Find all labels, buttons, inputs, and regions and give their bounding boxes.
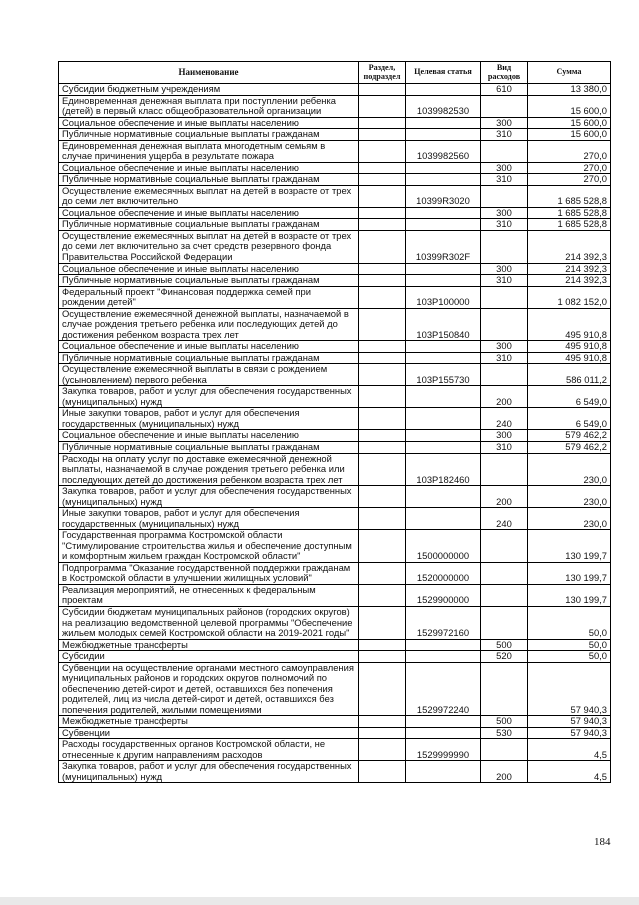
cell-name: Закупка товаров, работ и услуг для обеспечения государственных (муниципальных) нужд [59, 386, 359, 408]
cell-amount: 214 392,3 [528, 230, 611, 263]
table-header-row [59, 62, 611, 84]
cell-expense-type [481, 364, 528, 386]
cell-section [359, 739, 406, 761]
cell-expense-type [481, 562, 528, 584]
cell-expense-type: 240 [481, 408, 528, 430]
cell-name: Осуществление ежемесячной выплаты в связи с рождением (усыновлением) первого ребенка [59, 364, 359, 386]
table-body [59, 84, 611, 783]
cell-target: 103P182460 [406, 453, 481, 486]
cell-section [359, 275, 406, 287]
cell-name: Субсидии бюджетам муниципальных районов (городских округов) на реализацию ведомственной целевой программы "Обеспечение жильем молодых семей Костромской области на 2019-2021 годы" [59, 606, 359, 639]
cell-amount: 130 199,7 [528, 584, 611, 606]
cell-section [359, 185, 406, 207]
table-row [59, 275, 611, 287]
cell-name: Социальное обеспечение и иные выплаты населению [59, 263, 359, 275]
cell-expense-type [481, 308, 528, 341]
table-row [59, 129, 611, 141]
cell-target: 103P150840 [406, 308, 481, 341]
cell-section [359, 117, 406, 129]
cell-expense-type: 610 [481, 84, 528, 96]
cell-section [359, 174, 406, 186]
table-row [59, 508, 611, 530]
cell-target [406, 430, 481, 442]
table-row [59, 364, 611, 386]
cell-name: Социальное обеспечение и иные выплаты населению [59, 117, 359, 129]
cell-expense-type [481, 530, 528, 563]
cell-name: Межбюджетные трансферты [59, 716, 359, 728]
table-row [59, 562, 611, 584]
table-row [59, 207, 611, 219]
table-row [59, 95, 611, 117]
cell-target: 10399R302F [406, 230, 481, 263]
cell-expense-type: 310 [481, 174, 528, 186]
table-row [59, 606, 611, 639]
table-row [59, 84, 611, 96]
cell-section [359, 442, 406, 454]
cell-amount: 579 462,2 [528, 442, 611, 454]
cell-expense-type [481, 140, 528, 162]
cell-section [359, 761, 406, 783]
table-row [59, 716, 611, 728]
cell-section [359, 219, 406, 231]
cell-amount: 214 392,3 [528, 263, 611, 275]
cell-expense-type [481, 739, 528, 761]
table-row [59, 286, 611, 308]
cell-section [359, 364, 406, 386]
cell-target [406, 341, 481, 353]
cell-section [359, 129, 406, 141]
cell-name: Федеральный проект "Финансовая поддержка семей при рождении детей" [59, 286, 359, 308]
cell-target [406, 761, 481, 783]
cell-target [406, 84, 481, 96]
cell-amount: 1 685 528,8 [528, 207, 611, 219]
cell-amount: 15 600,0 [528, 95, 611, 117]
cell-target: 10399R3020 [406, 185, 481, 207]
cell-name: Социальное обеспечение и иные выплаты населению [59, 341, 359, 353]
cell-expense-type: 300 [481, 162, 528, 174]
cell-expense-type [481, 662, 528, 716]
cell-target [406, 486, 481, 508]
cell-expense-type [481, 95, 528, 117]
cell-amount: 230,0 [528, 453, 611, 486]
cell-section [359, 230, 406, 263]
cell-name: Государственная программа Костромской области "Стимулирование строительства жилья и обеспечение доступным и комфортным жильем граждан Костромской области" [59, 530, 359, 563]
table-row [59, 386, 611, 408]
cell-target: 1529900000 [406, 584, 481, 606]
cell-name: Расходы на оплату услуг по доставке ежемесячной денежной выплаты, назначаемой в случае рождения третьего ребенка или последующих детей до достижения ребенком возраста трех лет [59, 453, 359, 486]
cell-name: Иные закупки товаров, работ и услуг для обеспечения государственных (муниципальных) нужд [59, 408, 359, 430]
cell-name: Единовременная денежная выплата многодетным семьям в случае причинения ущерба в результате пожара [59, 140, 359, 162]
cell-target: 1529999990 [406, 739, 481, 761]
cell-name: Закупка товаров, работ и услуг для обеспечения государственных (муниципальных) нужд [59, 761, 359, 783]
table-row [59, 530, 611, 563]
cell-name: Социальное обеспечение и иные выплаты населению [59, 207, 359, 219]
cell-amount: 4,5 [528, 739, 611, 761]
cell-name: Единовременная денежная выплата при поступлении ребенка (детей) в первый класс общеобразовательной организации [59, 95, 359, 117]
cell-section [359, 486, 406, 508]
page-number: 184 [594, 836, 611, 848]
cell-amount: 57 940,3 [528, 662, 611, 716]
cell-name: Публичные нормативные социальные выплаты гражданам [59, 352, 359, 364]
cell-section [359, 408, 406, 430]
cell-target [406, 219, 481, 231]
table-row [59, 219, 611, 231]
cell-amount: 495 910,8 [528, 341, 611, 353]
cell-section [359, 308, 406, 341]
cell-amount: 50,0 [528, 651, 611, 663]
cell-amount: 130 199,7 [528, 562, 611, 584]
cell-amount: 4,5 [528, 761, 611, 783]
header-target: Целевая статья [406, 62, 481, 84]
cell-target [406, 129, 481, 141]
table-row [59, 430, 611, 442]
cell-expense-type: 200 [481, 761, 528, 783]
cell-section [359, 84, 406, 96]
cell-target [406, 174, 481, 186]
header-name: Наименование [59, 62, 359, 84]
cell-amount: 270,0 [528, 162, 611, 174]
table-row [59, 639, 611, 651]
cell-expense-type: 300 [481, 263, 528, 275]
cell-target: 1039982560 [406, 140, 481, 162]
cell-expense-type: 500 [481, 716, 528, 728]
cell-name: Осуществление ежемесячных выплат на детей в возрасте от трех до семи лет включительно за счет средств резервного фонда Правительства Российской Федерации [59, 230, 359, 263]
cell-target [406, 442, 481, 454]
cell-target [406, 408, 481, 430]
table-row [59, 352, 611, 364]
cell-section [359, 508, 406, 530]
cell-target [406, 727, 481, 739]
cell-target [406, 263, 481, 275]
cell-target [406, 162, 481, 174]
cell-expense-type [481, 584, 528, 606]
cell-amount: 230,0 [528, 508, 611, 530]
cell-expense-type: 300 [481, 430, 528, 442]
cell-name: Субсидии [59, 651, 359, 663]
cell-expense-type: 530 [481, 727, 528, 739]
cell-amount: 13 380,0 [528, 84, 611, 96]
cell-expense-type [481, 453, 528, 486]
cell-amount: 495 910,8 [528, 308, 611, 341]
cell-amount: 15 600,0 [528, 129, 611, 141]
cell-target: 1529972240 [406, 662, 481, 716]
cell-expense-type: 200 [481, 386, 528, 408]
table-row [59, 263, 611, 275]
cell-amount: 1 685 528,8 [528, 219, 611, 231]
table-row [59, 727, 611, 739]
cell-target [406, 117, 481, 129]
cell-amount: 270,0 [528, 140, 611, 162]
cell-amount: 50,0 [528, 639, 611, 651]
cell-expense-type: 310 [481, 275, 528, 287]
header-expense-type: Вид расходов [481, 62, 528, 84]
cell-expense-type: 300 [481, 207, 528, 219]
cell-target: 103P155730 [406, 364, 481, 386]
cell-amount: 270,0 [528, 174, 611, 186]
cell-amount: 495 910,8 [528, 352, 611, 364]
cell-name: Осуществление ежемесячных выплат на детей в возрасте от трех до семи лет включительно [59, 185, 359, 207]
cell-target: 1039982530 [406, 95, 481, 117]
table-row [59, 408, 611, 430]
cell-amount: 579 462,2 [528, 430, 611, 442]
cell-expense-type [481, 286, 528, 308]
cell-target [406, 207, 481, 219]
scan-bottom-edge [0, 897, 639, 905]
table-row [59, 453, 611, 486]
cell-amount: 57 940,3 [528, 716, 611, 728]
cell-name: Публичные нормативные социальные выплаты гражданам [59, 275, 359, 287]
table-row [59, 341, 611, 353]
cell-section [359, 727, 406, 739]
cell-amount: 57 940,3 [528, 727, 611, 739]
table-row [59, 162, 611, 174]
cell-expense-type [481, 185, 528, 207]
cell-amount: 6 549,0 [528, 408, 611, 430]
cell-name: Социальное обеспечение и иные выплаты населению [59, 430, 359, 442]
cell-name: Реализация мероприятий, не отнесенных к федеральным проектам [59, 584, 359, 606]
cell-amount: 6 549,0 [528, 386, 611, 408]
cell-section [359, 286, 406, 308]
table-row [59, 308, 611, 341]
cell-section [359, 584, 406, 606]
table-row [59, 486, 611, 508]
cell-section [359, 606, 406, 639]
table-row [59, 662, 611, 716]
cell-section [359, 651, 406, 663]
cell-target [406, 716, 481, 728]
cell-target: 1520000000 [406, 562, 481, 584]
cell-section [359, 352, 406, 364]
table-row [59, 140, 611, 162]
cell-expense-type: 520 [481, 651, 528, 663]
cell-expense-type: 310 [481, 352, 528, 364]
cell-section [359, 639, 406, 651]
cell-target [406, 651, 481, 663]
cell-name: Социальное обеспечение и иные выплаты населению [59, 162, 359, 174]
cell-name: Публичные нормативные социальные выплаты гражданам [59, 174, 359, 186]
cell-target [406, 352, 481, 364]
cell-target: 1500000000 [406, 530, 481, 563]
budget-table [58, 61, 611, 783]
cell-name: Расходы государственных органов Костромской области, не отнесенные к другим направлениям расходов [59, 739, 359, 761]
cell-expense-type: 310 [481, 219, 528, 231]
cell-section [359, 453, 406, 486]
cell-amount: 230,0 [528, 486, 611, 508]
cell-target: 103P100000 [406, 286, 481, 308]
cell-section [359, 716, 406, 728]
table-row [59, 761, 611, 783]
cell-name: Подпрограмма "Оказание государственной поддержки гражданам в Костромской области в улучшении жилищных условий" [59, 562, 359, 584]
cell-amount: 586 011,2 [528, 364, 611, 386]
table-row [59, 230, 611, 263]
cell-name: Публичные нормативные социальные выплаты гражданам [59, 219, 359, 231]
cell-section [359, 386, 406, 408]
cell-section [359, 140, 406, 162]
cell-expense-type: 500 [481, 639, 528, 651]
cell-section [359, 207, 406, 219]
cell-amount: 130 199,7 [528, 530, 611, 563]
cell-name: Субсидии бюджетным учреждениям [59, 84, 359, 96]
cell-expense-type [481, 606, 528, 639]
header-amount: Сумма [528, 62, 611, 84]
cell-name: Субвенции [59, 727, 359, 739]
cell-name: Субвенции на осуществление органами местного самоуправления муниципальных районов и городских округов полномочий по обеспечению детей-сирот и детей, оставшихся без попечения родителей, лиц из числа детей-сирот и детей, оставшихся без попечения родителей, жилыми помещениями [59, 662, 359, 716]
cell-name: Межбюджетные трансферты [59, 639, 359, 651]
cell-expense-type: 200 [481, 486, 528, 508]
cell-name: Публичные нормативные социальные выплаты гражданам [59, 129, 359, 141]
cell-section [359, 562, 406, 584]
table-row [59, 739, 611, 761]
table-row [59, 185, 611, 207]
table-row [59, 117, 611, 129]
cell-name: Закупка товаров, работ и услуг для обеспечения государственных (муниципальных) нужд [59, 486, 359, 508]
cell-name: Публичные нормативные социальные выплаты гражданам [59, 442, 359, 454]
cell-section [359, 162, 406, 174]
cell-target: 1529972160 [406, 606, 481, 639]
cell-target [406, 386, 481, 408]
cell-amount: 1 685 528,8 [528, 185, 611, 207]
cell-expense-type: 300 [481, 341, 528, 353]
cell-expense-type: 310 [481, 129, 528, 141]
cell-amount: 50,0 [528, 606, 611, 639]
cell-amount: 15 600,0 [528, 117, 611, 129]
cell-target [406, 639, 481, 651]
cell-target [406, 275, 481, 287]
cell-section [359, 263, 406, 275]
cell-amount: 1 082 152,0 [528, 286, 611, 308]
cell-section [359, 530, 406, 563]
cell-section [359, 662, 406, 716]
table-row [59, 584, 611, 606]
cell-expense-type: 310 [481, 442, 528, 454]
cell-section [359, 95, 406, 117]
cell-name: Осуществление ежемесячной денежной выплаты, назначаемой в случае рождения третьего ребенка или последующих детей до достижения ребенком возраста трех лет [59, 308, 359, 341]
cell-expense-type: 300 [481, 117, 528, 129]
cell-target [406, 508, 481, 530]
cell-amount: 214 392,3 [528, 275, 611, 287]
header-section: Раздел, подраздел [359, 62, 406, 84]
cell-expense-type: 240 [481, 508, 528, 530]
table-row [59, 651, 611, 663]
cell-section [359, 430, 406, 442]
table-row [59, 442, 611, 454]
cell-section [359, 341, 406, 353]
cell-expense-type [481, 230, 528, 263]
table-row [59, 174, 611, 186]
cell-name: Иные закупки товаров, работ и услуг для обеспечения государственных (муниципальных) нужд [59, 508, 359, 530]
